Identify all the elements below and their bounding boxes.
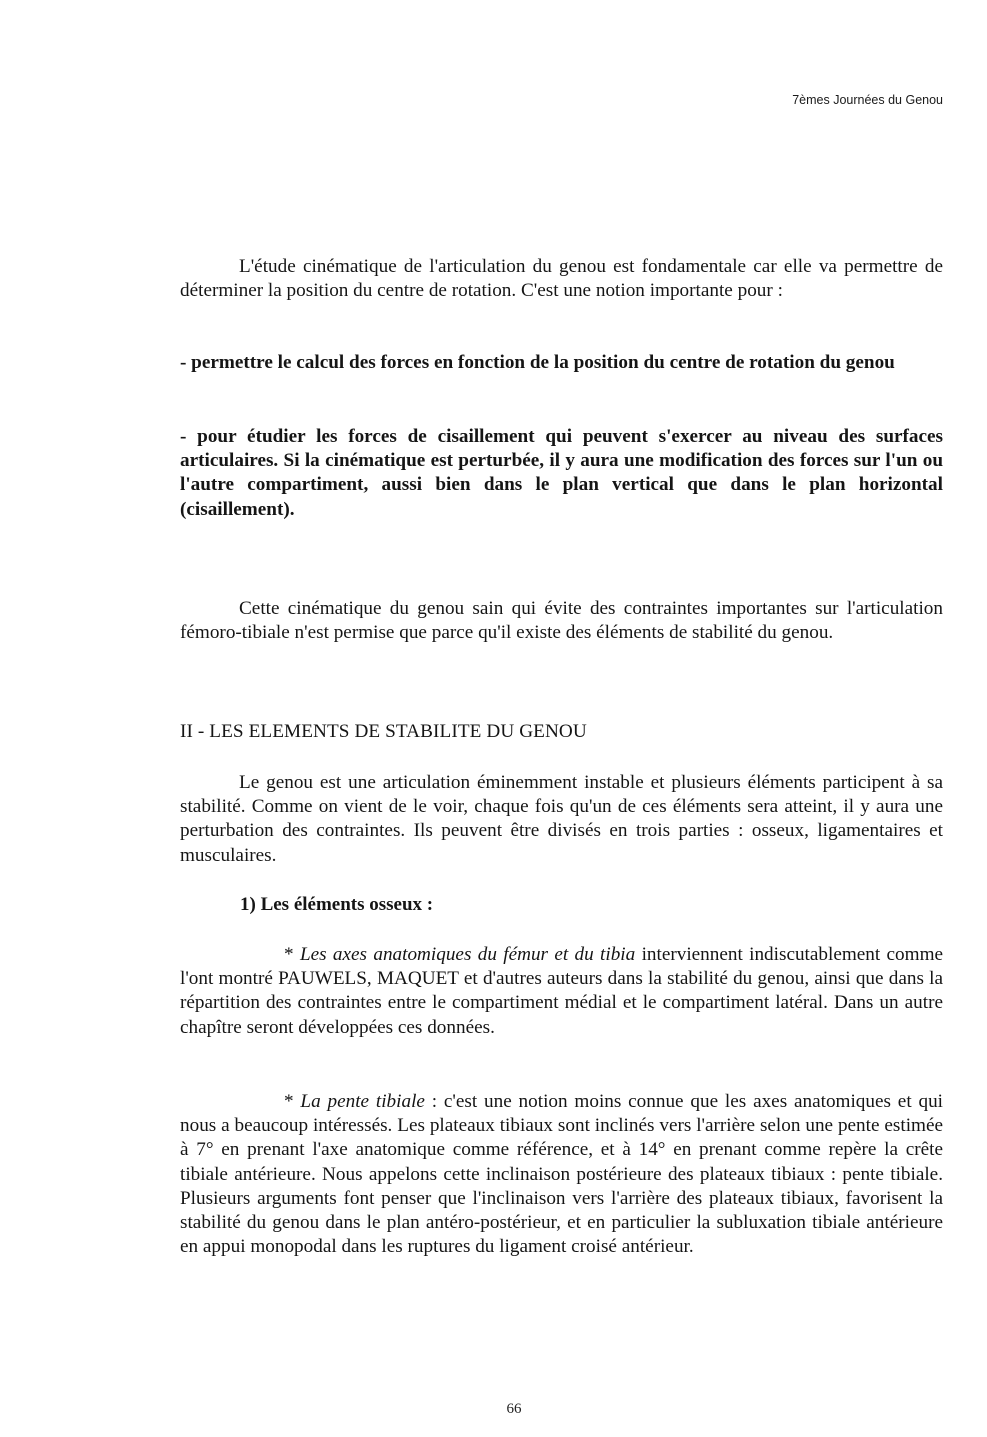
section-paragraph: Le genou est une articulation éminemment instable et plusieurs éléments participent à sa stabilité. Comme on vient de le voir, chaque fois qu'un de ces éléments sera atteint, il y aura une perturbation des contraintes. Ils peuvent être divisés en trois parties : osseux, ligamentaires et musculaires.: [180, 772, 943, 866]
running-header: 7èmes Journées du Genou: [792, 93, 943, 107]
subsection-heading: 1) Les éléments osseux :: [240, 894, 434, 915]
axes-term: Les axes anatomiques du fémur et du tibia: [299, 944, 636, 965]
bullet-star: *: [284, 944, 300, 965]
point-2: - pour étudier les forces de cisaillement qui peuvent s'exercer au niveau des surfaces articulaires. Si la cinématique est perturbée, il y aura une modification des forces sur l'un ou l'autre compartiment, aussi bien dans le plan vertical que dans le plan horizontal (cisaillement).: [180, 426, 943, 520]
intro-paragraph: L'étude cinématique de l'articulation du genou est fondamentale car elle va permettre de déterminer la position du centre de rotation. C'est une notion importante pour :: [180, 256, 943, 302]
axes-text: interviennent indiscutablement comme l'ont montré PAUWELS, MAQUET et d'autres auteurs dans la stabilité du genou, ainsi que dans la répartition des contraintes entre le compartiment médial et le compartiment latéral. Dans un autre chapître seront développées ces données.: [180, 944, 944, 1038]
bony-element-slope: [180, 1090, 943, 1259]
bullet-star: *: [284, 1091, 301, 1112]
bony-element-axes: [180, 943, 943, 1040]
point-1: - permettre le calcul des forces en fonction de la position du centre de rotation du genou: [180, 352, 895, 373]
slope-term: La pente tibiale: [300, 1091, 425, 1112]
page-number: 66: [506, 1401, 522, 1417]
slope-text: : c'est une notion moins connue que les axes anatomiques et qui nous a beaucoup intéressés. Les plateaux tibiaux sont inclinés vers l'arrière selon une pente estimée à 7° en prenant l'axe anatomique comme référence, et à 14° en prenant comme repère la crête tibiale antérieure. Nous appelons cette inclinaison postérieure des plateaux tibiaux : pente tibiale. Plusieurs arguments font penser que l'inclinaison vers l'arrière des plateaux tibiaux, favorisent la stabilité du genou dans le plan antéro-postérieur, et en particulier la subluxation tibiale antérieure en appui monopodal dans les ruptures du ligament croisé antérieur.: [180, 1091, 943, 1258]
section-heading: II - LES ELEMENTS DE STABILITE DU GENOU: [180, 721, 587, 742]
stability-paragraph: Cette cinématique du genou sain qui évite des contraintes importantes sur l'articulation fémoro-tibiale n'est permise que parce qu'il existe des éléments de stabilité du genou.: [180, 598, 943, 644]
